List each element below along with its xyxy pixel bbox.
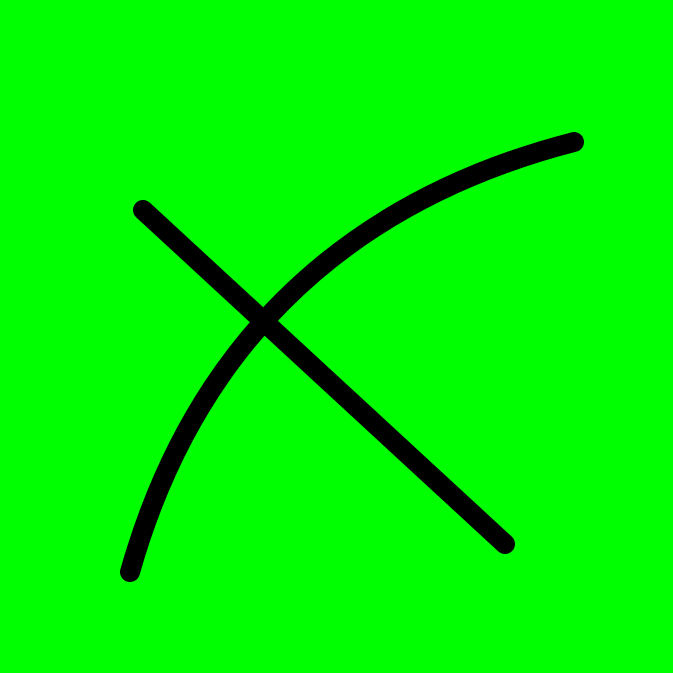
curved-stroke bbox=[130, 142, 574, 572]
